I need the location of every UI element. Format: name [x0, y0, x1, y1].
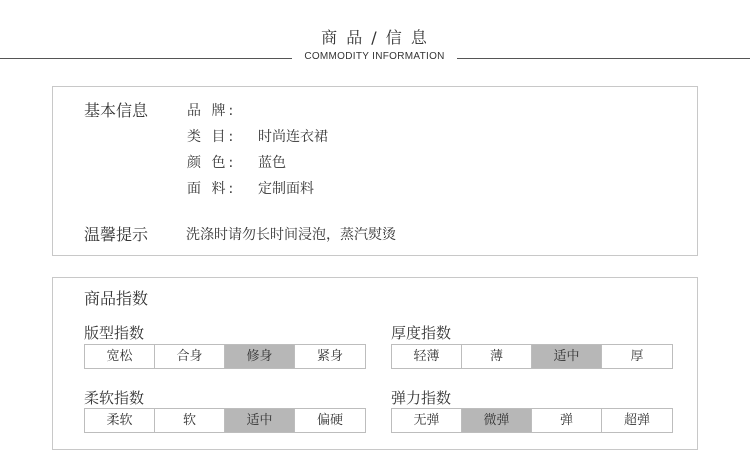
fit-option: 修身: [225, 345, 295, 368]
thickness-option: 厚: [602, 345, 672, 368]
brand-label: 品 牌:: [187, 103, 237, 119]
thickness-option: 轻薄: [392, 345, 462, 368]
elasticity-option: 无弹: [392, 409, 462, 432]
elasticity-option: 超弹: [602, 409, 672, 432]
elasticity-option: 微弹: [462, 409, 532, 432]
category-label: 类 目:: [187, 129, 237, 145]
section-title-en: COMMODITY INFORMATION: [304, 51, 445, 62]
header-divider-left: [0, 58, 292, 59]
care-tip-label: 温馨提示: [84, 225, 149, 244]
header-divider-right: [457, 58, 750, 59]
product-index-label: 商品指数: [84, 289, 149, 308]
category-value: 时尚连衣裙: [258, 129, 328, 145]
softness-index-title: 柔软指数: [84, 389, 145, 407]
fit-option: 合身: [155, 345, 225, 368]
thickness-option: 薄: [462, 345, 532, 368]
fabric-value: 定制面料: [258, 181, 314, 197]
care-tip-text: 洗涤时请勿长时间浸泡，蒸汽熨烫: [186, 227, 396, 243]
softness-option: 柔软: [85, 409, 155, 432]
color-label: 颜 色:: [187, 155, 237, 171]
fit-option: 宽松: [85, 345, 155, 368]
fit-index-title: 版型指数: [84, 324, 145, 342]
color-value: 蓝色: [258, 155, 286, 171]
thickness-option: 适中: [532, 345, 602, 368]
softness-option: 软: [155, 409, 225, 432]
elasticity-index-scale: [391, 408, 673, 433]
softness-option: 适中: [225, 409, 295, 432]
section-header: [0, 0, 750, 70]
fit-option: 紧身: [295, 345, 365, 368]
elasticity-option: 弹: [532, 409, 602, 432]
basic-info-label: 基本信息: [84, 101, 149, 120]
section-title-cn: 商 品 / 信 息: [321, 28, 429, 47]
thickness-index-title: 厚度指数: [391, 324, 452, 342]
fit-index-scale: [84, 344, 366, 369]
softness-option: 偏硬: [295, 409, 365, 432]
elasticity-index-title: 弹力指数: [391, 389, 452, 407]
fabric-label: 面 料:: [187, 181, 237, 197]
softness-index-scale: [84, 408, 366, 433]
thickness-index-scale: [391, 344, 673, 369]
